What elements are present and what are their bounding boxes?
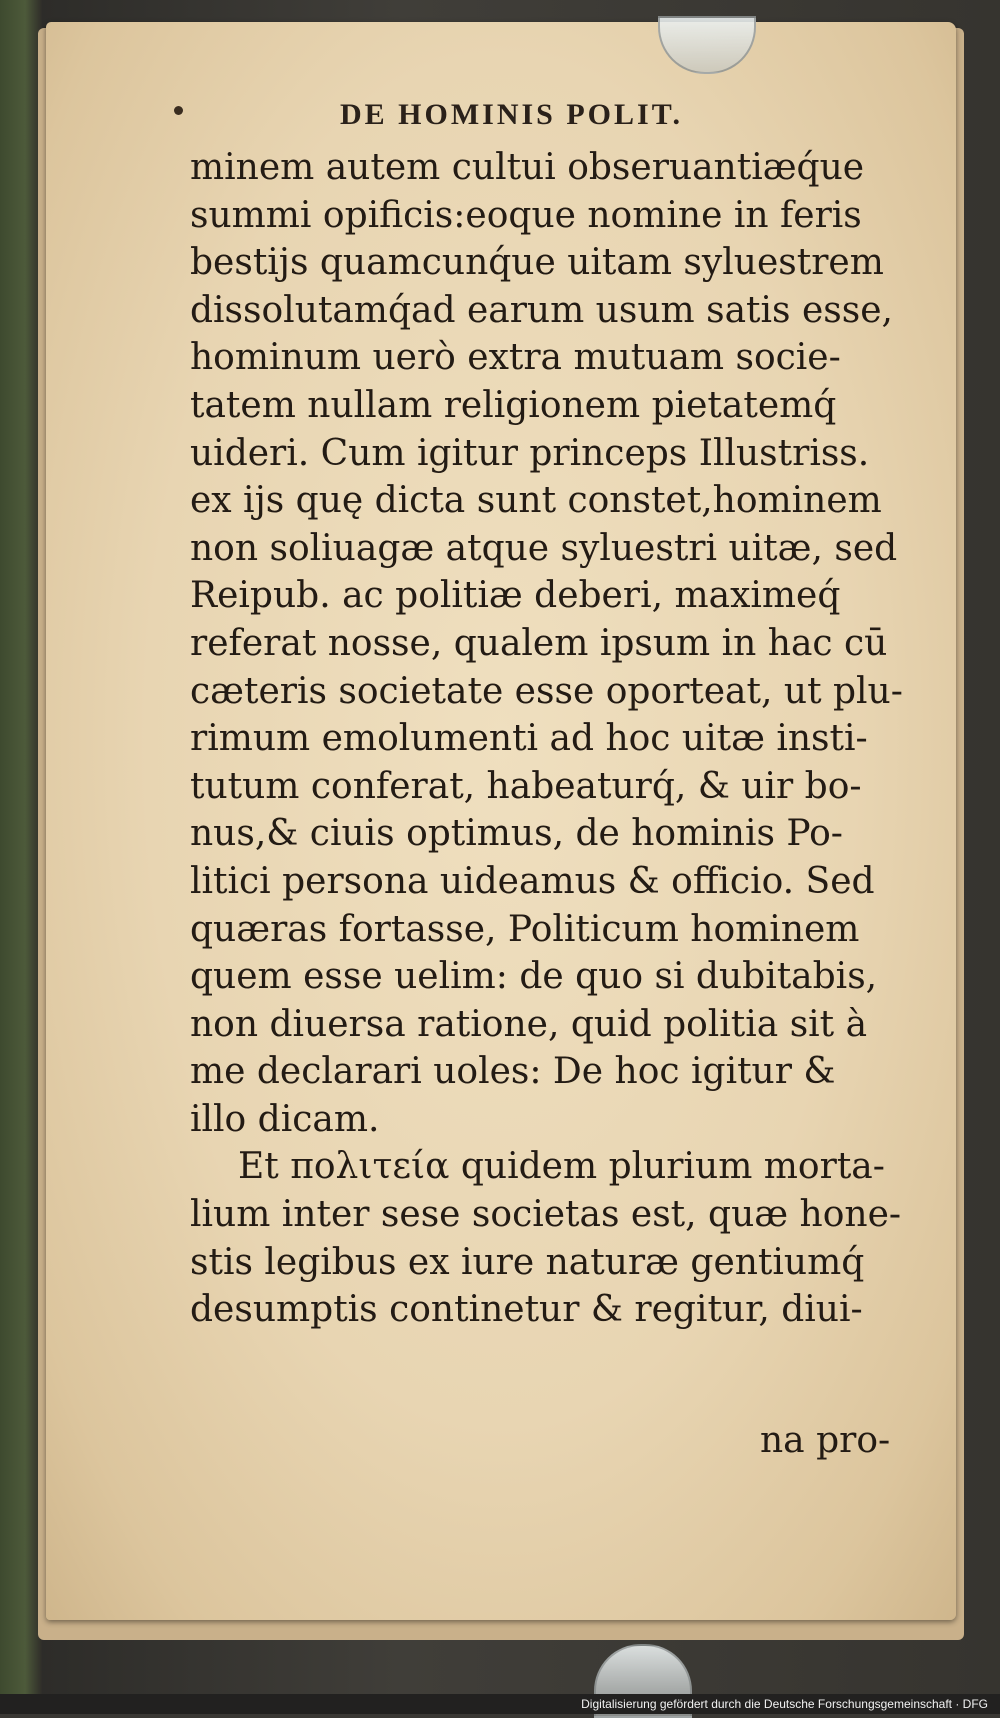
text-line: uideri. Cum igitur princeps Illustriss. xyxy=(190,432,870,474)
text-line: Reipub. ac politiæ deberi, maximeq́ xyxy=(190,575,841,617)
text-line: desumptis continetur & regitur, diui- xyxy=(190,1289,863,1331)
text-line: nus,& ciuis optimus, de hominis Po- xyxy=(190,813,843,855)
text-line: quæras fortasse, Politicum hominem xyxy=(190,908,860,950)
text-line: summi opificis:eoque nomine in feris xyxy=(190,194,862,236)
text-line: ex ijs quę dicta sunt constet,hominem xyxy=(190,480,882,522)
text-line: illo dicam. xyxy=(190,1098,380,1140)
text-line: quem esse uelim: de quo si dubitabis, xyxy=(190,956,878,998)
text-line: lium inter sese societas est, quæ hone- xyxy=(190,1194,902,1236)
text-line: cæteris societate esse oporteat, ut plu- xyxy=(190,670,903,712)
text-line: me declarari uoles: De hoc igitur & xyxy=(190,1051,836,1093)
ink-spot xyxy=(174,106,183,115)
text-line: tatem nullam religionem pietatemq́ xyxy=(190,384,837,426)
paragraph-start-line: Et πολιτεία quidem plurium morta- xyxy=(238,1146,885,1188)
text-line: rimum emolumenti ad hoc uitæ insti- xyxy=(190,718,868,760)
text-line: stis legibus ex iure naturæ gentiumq́ xyxy=(190,1241,865,1283)
text-line: referat nosse, qualem ipsum in hac cū xyxy=(190,622,888,664)
funding-credit: Digitalisierung gefördert durch die Deutsche Forschungsgemeinschaft · DFG xyxy=(581,1697,988,1711)
body-text xyxy=(190,144,930,1334)
text-line: tutum conferat, habeaturq́, & uir bo- xyxy=(190,765,862,807)
text-line: hominum uerò extra mutuam socie- xyxy=(190,337,841,379)
text-line: litici persona uideamus & officio. Sed xyxy=(190,860,875,902)
binding-edge xyxy=(0,0,42,1714)
text-line: non diuersa ratione, quid politia sit à xyxy=(190,1003,868,1045)
text-line: non soliuagæ atque syluestri uitæ, sed xyxy=(190,527,898,569)
top-page-clip xyxy=(658,16,756,74)
catchword: na pro- xyxy=(760,1420,891,1461)
running-head: DE HOMINIS POLIT. xyxy=(340,98,683,131)
text-line: bestijs quamcunq́ue uitam syluestrem xyxy=(190,242,884,284)
text-line: minem autem cultui obseruantiæq́ue xyxy=(190,147,865,188)
text-line: dissolutamq́ad earum usum satis esse, xyxy=(190,289,893,331)
